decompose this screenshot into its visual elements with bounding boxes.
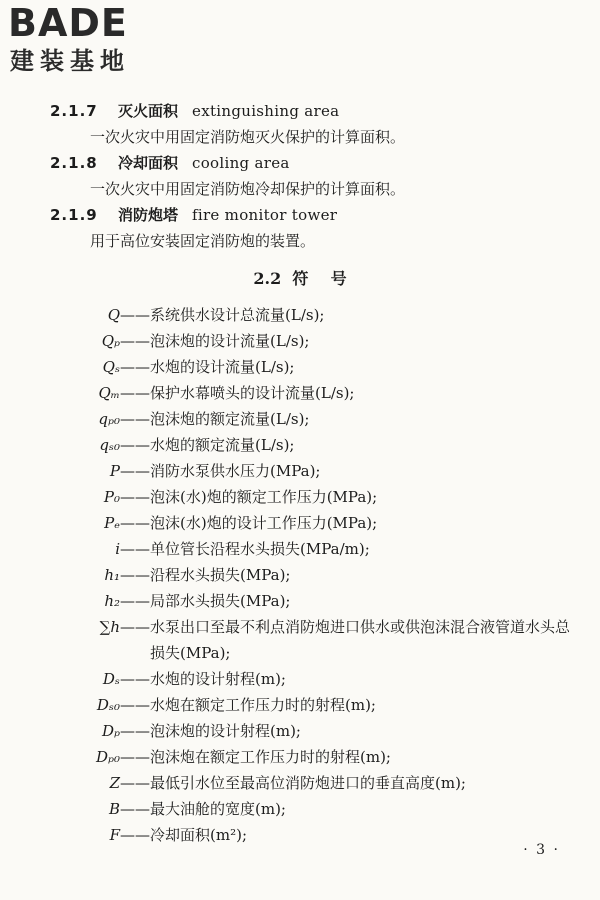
symbol: Z: [109, 774, 120, 792]
symbol: P₀: [103, 488, 120, 506]
symbol-description: 局部水头损失(MPa);: [150, 592, 291, 610]
dash: ——: [120, 800, 150, 818]
definition-body: 一次火灾中用固定消防炮灭火保护的计算面积。: [90, 128, 406, 146]
dash: ——: [120, 592, 150, 610]
symbol-description: 最低引水位至最高位消防炮进口的垂直高度(m);: [150, 774, 466, 792]
symbol-description: 泡沫(水)炮的额定工作压力(MPa);: [150, 488, 378, 506]
symbol-row: [70, 770, 580, 796]
symbol-description: 泡沫(水)炮的设计工作压力(MPa);: [150, 514, 378, 532]
symbol-row: [70, 796, 580, 822]
section-title: 2.2 符 号: [253, 269, 347, 288]
dash: ——: [120, 748, 150, 766]
symbol-description: 最大油舱的宽度(m);: [150, 800, 286, 818]
symbol: qₚ₀: [98, 410, 120, 428]
symbol: h₂: [104, 592, 120, 610]
definition-2-1-9: [50, 202, 570, 254]
symbol-description: 水炮在额定工作压力时的射程(m);: [150, 696, 376, 714]
definition-heading: [50, 150, 570, 176]
definition-body: 用于高位安装固定消防炮的装置。: [90, 232, 316, 250]
symbol-row: [70, 822, 580, 848]
symbol: Qₛ: [102, 358, 120, 376]
symbol-row: [70, 328, 580, 354]
term-en: extinguishing area: [192, 102, 340, 120]
symbol-row: [70, 406, 580, 432]
page-number: · 3 ·: [523, 842, 560, 858]
clause-number: 2.1.7: [50, 102, 98, 120]
symbol-row: [70, 510, 580, 536]
term-cn: 冷却面积: [118, 154, 179, 172]
term-cn: 灭火面积: [118, 102, 179, 120]
symbol-description: 冷却面积(m²);: [150, 826, 247, 844]
symbol-description: 保护水幕喷头的设计流量(L/s);: [150, 384, 355, 402]
symbol-description: 消防水泵供水压力(MPa);: [150, 462, 321, 480]
symbol: Dₛ₀: [96, 696, 120, 714]
term-cn: 消防炮塔: [118, 206, 179, 224]
symbol-row: [70, 718, 580, 744]
symbol-row: [70, 588, 580, 614]
dash: ——: [120, 618, 150, 636]
dash: ——: [120, 488, 150, 506]
symbol-description: 泡沫炮的设计射程(m);: [150, 722, 301, 740]
dash: ——: [120, 306, 150, 324]
dash: ——: [120, 514, 150, 532]
symbol-description: 水泵出口至最不利点消防炮进口供水或供泡沫混合液管道水头总损失(MPa);: [150, 618, 571, 662]
symbol-description: 水炮的设计流量(L/s);: [150, 358, 295, 376]
symbol-row: [70, 536, 580, 562]
clause-number: 2.1.8: [50, 154, 98, 172]
dash: ——: [120, 332, 150, 350]
dash: ——: [120, 566, 150, 584]
symbol-row: [70, 380, 580, 406]
symbol: i: [115, 540, 120, 558]
term-en: fire monitor tower: [192, 206, 338, 224]
symbol: Dₛ: [102, 670, 120, 688]
definition-body: 一次火灾中用固定消防炮冷却保护的计算面积。: [90, 180, 406, 198]
term-en: cooling area: [192, 154, 290, 172]
symbol: ∑h: [99, 618, 120, 636]
symbol-row: [70, 432, 580, 458]
symbol: Qₚ: [101, 332, 120, 350]
symbol-row: [70, 354, 580, 380]
symbol: B: [108, 800, 120, 818]
symbol-description: 泡沫炮的额定流量(L/s);: [150, 410, 310, 428]
logo-text-en: BADE: [8, 1, 128, 45]
dash: ——: [120, 670, 150, 688]
logo-text-cn: 建装基地: [10, 47, 130, 75]
dash: ——: [120, 722, 150, 740]
dash: ——: [120, 358, 150, 376]
symbol: P: [109, 462, 120, 480]
dash: ——: [120, 410, 150, 428]
dash: ——: [120, 384, 150, 402]
definition-2-1-7: [50, 98, 570, 150]
symbol-row: [70, 692, 580, 718]
symbol: qₛ₀: [99, 436, 120, 454]
symbol-row: [70, 458, 580, 484]
symbol-row: [70, 614, 580, 666]
dash: ——: [120, 540, 150, 558]
symbol-row: [70, 666, 580, 692]
dash: ——: [120, 436, 150, 454]
symbol-description: 单位管长沿程水头损失(MPa/m);: [150, 540, 370, 558]
definition-2-1-8: [50, 150, 570, 202]
symbol-row: [70, 484, 580, 510]
symbol: Dₚ: [101, 722, 120, 740]
symbol: Dₚ₀: [95, 748, 120, 766]
symbol-description: 沿程水头损失(MPa);: [150, 566, 291, 584]
symbol: Q: [107, 306, 120, 324]
symbol-row: [70, 744, 580, 770]
symbol-description: 系统供水设计总流量(L/s);: [150, 306, 325, 324]
symbol-description: 水炮的额定流量(L/s);: [150, 436, 295, 454]
dash: ——: [120, 826, 150, 844]
definition-heading: [50, 98, 570, 124]
symbol: F: [109, 826, 120, 844]
symbol: h₁: [104, 566, 120, 584]
definition-heading: [50, 202, 570, 228]
dash: ——: [120, 696, 150, 714]
dash: ——: [120, 462, 150, 480]
symbol-description: 泡沫炮在额定工作压力时的射程(m);: [150, 748, 391, 766]
bade-logo: [8, 2, 176, 80]
clause-number: 2.1.9: [50, 206, 98, 224]
symbol-row: [70, 302, 580, 328]
symbol: Qₘ: [98, 384, 120, 402]
dash: ——: [120, 774, 150, 792]
symbol-description: 泡沫炮的设计流量(L/s);: [150, 332, 310, 350]
symbol: Pₑ: [104, 514, 120, 532]
symbol-description: 水炮的设计射程(m);: [150, 670, 286, 688]
symbol-row: [70, 562, 580, 588]
